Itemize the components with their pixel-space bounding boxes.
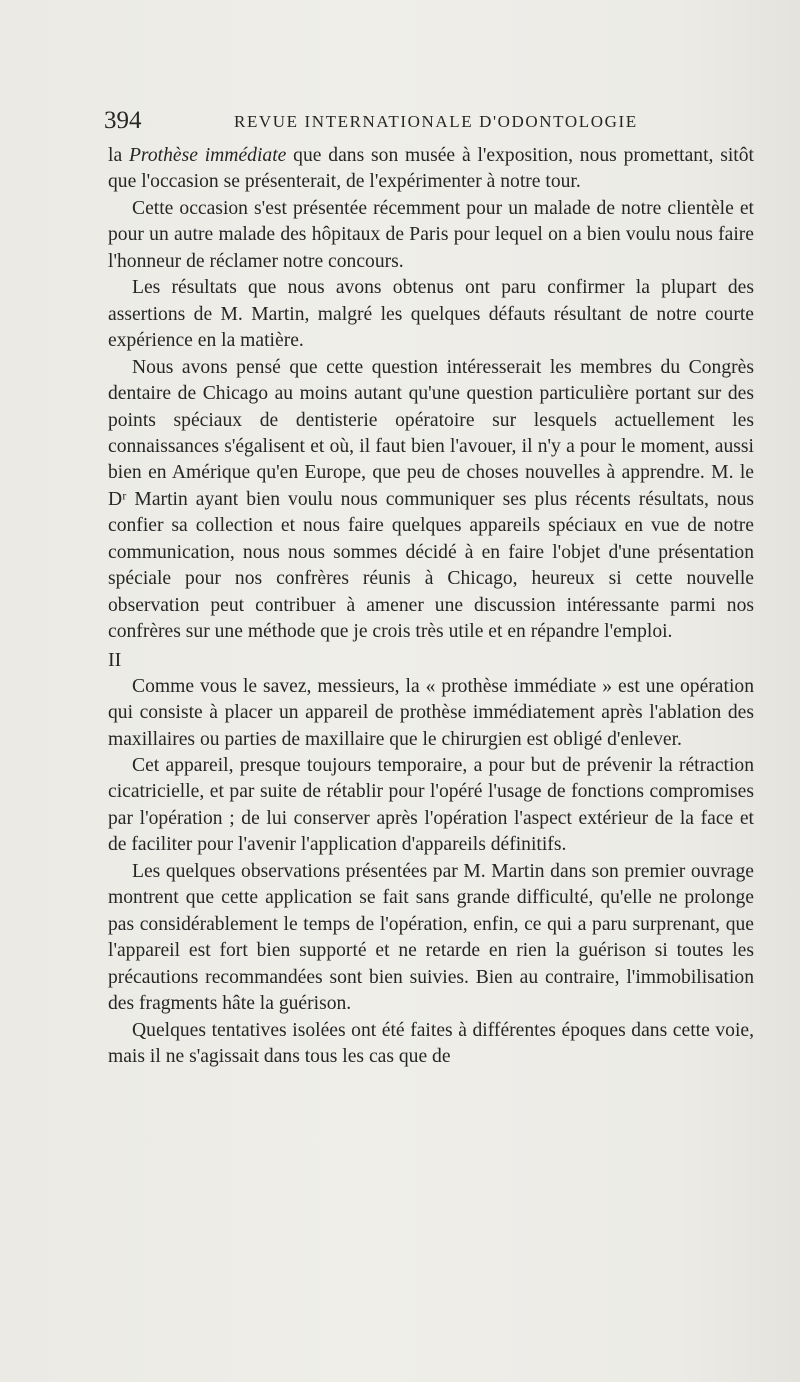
paragraph-1: [108, 143, 754, 196]
paragraph-1-start: la: [108, 145, 129, 166]
running-title: REVUE INTERNATIONALE D'ODONTOLOGIE: [234, 112, 638, 131]
italic-term: Prothèse immédiate: [128, 145, 287, 166]
paragraph-8: Quelques tentatives isolées ont été faites à différentes époques dans cette voie, mais il ne s'agissait dans tous les cas que de: [108, 1019, 754, 1067]
page-header: [104, 104, 752, 138]
paragraph-7: Les quelques observations présentées par M. Martin dans son premier ouvrage montrent que cette application se fait sans grande difficulté, qu'elle ne prolonge pas considérablement le temps de l'opération, enfin, ce qui a paru surprenant, que l'appareil est fort bien supporté et ne retarde en rien la guérison si toutes les précautions recommandées sont bien suivies. Bien au contraire, l'immobilisation des fragments hâte la guérison.: [108, 860, 754, 1015]
paragraph-5: Comme vous le savez, messieurs, la « prothèse immédiate » est une opération qui consiste à placer un appareil de prothèse immédiatement après l'ablation des maxillaires ou parties de maxillaire que le chirurgien est obligé d'enlever.: [108, 675, 754, 750]
paragraph-3: Les résultats que nous avons obtenus ont paru confirmer la plupart des assertions de M. Martin, malgré les quelques défauts résultant de notre courte expérience en la matière.: [108, 277, 754, 352]
page-number: 394: [104, 107, 142, 134]
paragraph-2: Cette occasion s'est présentée récemment pour un malade de notre clientèle et pour un autre malade des hôpitaux de Paris pour lequel on a bien voulu nous faire l'honneur de réclamer notre concours.: [108, 197, 754, 272]
section-heading: II: [108, 648, 122, 671]
paragraph-1-rest: que dans son musée à l'exposition, nous promettant, sitôt que l'occasion se présenterait, de l'expérimenter à notre tour.: [108, 145, 754, 193]
paragraph-4: Nous avons pensé que cette question intéresserait les membres du Congrès dentaire de Chicago au moins autant qu'une question particulière portant sur des points spéciaux de dentisterie opératoire sur lesquels actuellement les connaissances s'égalisent et où, il faut bien l'avouer, il n'y a pour le moment, aussi bien en Amérique qu'en Europe, que peu de choses nouvelles à apprendre. M. le Dʳ Martin ayant bien voulu nous communiquer ses plus récents résultats, nous confier sa collection et nous faire quelques appareils spéciaux en vue de notre communication, nous nous sommes décidé à en faire l'objet d'une présentation spéciale pour nos confrères réunis à Chicago, heureux si cette nouvelle observation peut contribuer à amener une discussion intéressante parmi nos confrères sur une méthode que je crois très utile et en répandre l'emploi.: [108, 356, 754, 643]
paragraph-6: Cet appareil, presque toujours temporaire, a pour but de prévenir la rétraction cicatricielle, et par suite de rétablir pour l'opéré l'usage de fonctions compromises par l'opération ; de lui conserver après l'opération l'aspect extérieur de la face et de faciliter pour l'avenir l'application d'appareils définitifs.: [108, 754, 754, 856]
article-body: [108, 143, 754, 1070]
